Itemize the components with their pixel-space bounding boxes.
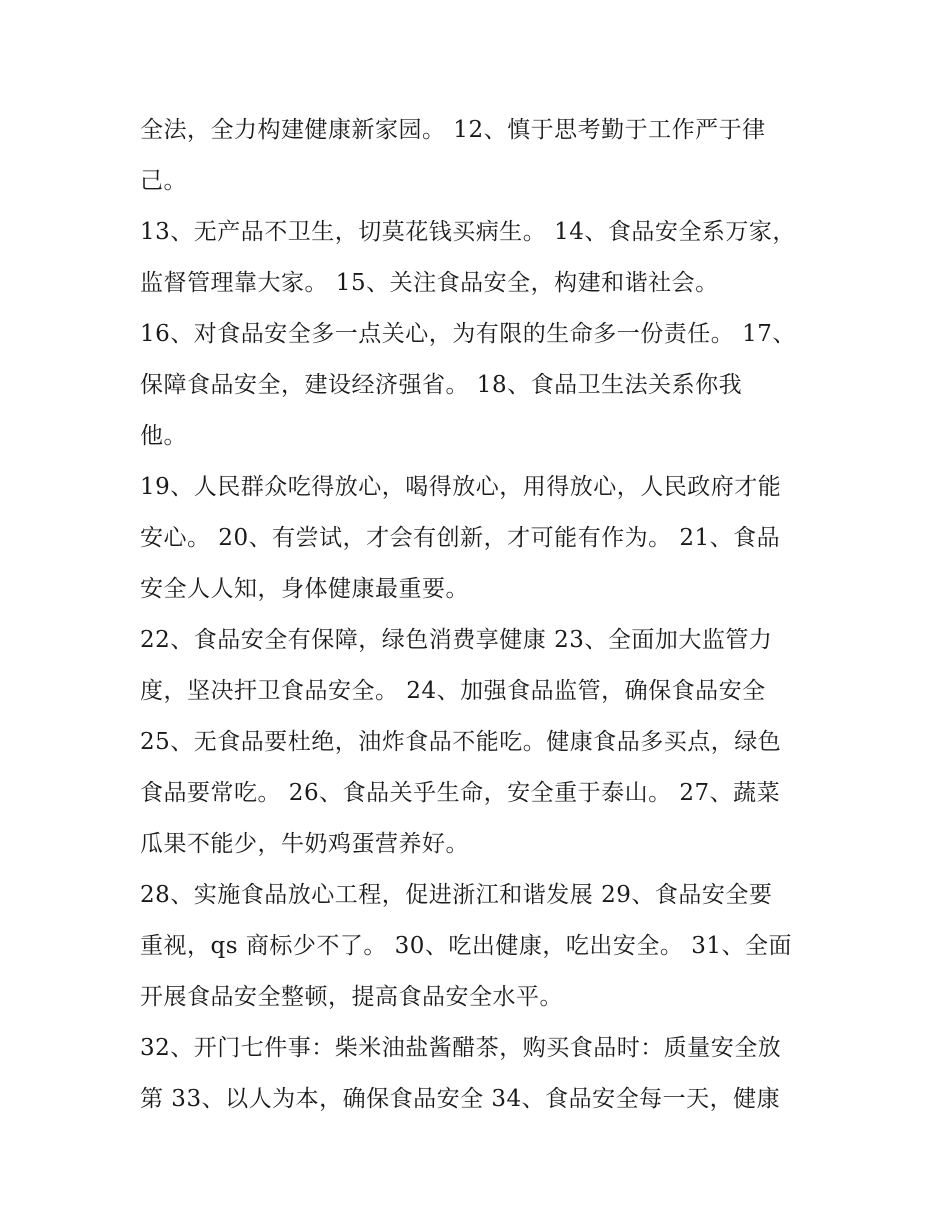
text-line: 开展食品安全整顿，提高食品安全水平。: [140, 984, 563, 1010]
text-line: 安心。 20、有尝试，才会有创新，才可能有作为。 21、食品: [140, 525, 781, 551]
text-line: 全法，全力构建健康新家园。 12、慎于思考勤于工作严于律: [140, 117, 766, 143]
text-line: 16、对食品安全多一点关心，为有限的生命多一份责任。 17、: [140, 321, 796, 347]
text-line: 食品要常吃。 26、食品关乎生命，安全重于泰山。 27、蔬菜: [140, 780, 781, 806]
text-line: 25、无食品要杜绝，油炸食品不能吃。健康食品多买点，绿色: [140, 729, 782, 755]
text-line: 安全人人知，身体健康最重要。: [140, 576, 469, 602]
text-line: 22、食品安全有保障，绿色消费享健康 23、全面加大监管力: [140, 627, 773, 653]
text-line: 他。: [140, 423, 187, 449]
text-line: 度，坚决扞卫食品安全。 24、加强食品监管，确保食品安全: [140, 678, 766, 704]
text-line: 己。: [140, 168, 187, 194]
text-line: 第 33、以人为本，确保食品安全 34、食品安全每一天，健康: [140, 1086, 781, 1112]
text-line: 13、无产品不卫生，切莫花钱买病生。 14、食品安全系万家，: [140, 219, 796, 245]
text-line: 瓜果不能少，牛奶鸡蛋营养好。: [140, 831, 469, 857]
text-line: 监督管理靠大家。 15、关注食品安全，构建和谐社会。: [140, 270, 719, 296]
text-line: 重视，qs 商标少不了。 30、吃出健康，吃出安全。 31、全面: [140, 933, 792, 959]
text-line: 保障食品安全，建设经济强省。 18、食品卫生法关系你我: [140, 372, 743, 398]
text-line: 19、人民群众吃得放心，喝得放心，用得放心，人民政府才能: [140, 474, 782, 500]
text-line: 28、实施食品放心工程，促进浙江和谐发展 29、食品安全要: [140, 882, 773, 908]
text-line: 32、开门七件事：柴米油盐酱醋茶，购买食品时：质量安全放: [140, 1035, 782, 1061]
